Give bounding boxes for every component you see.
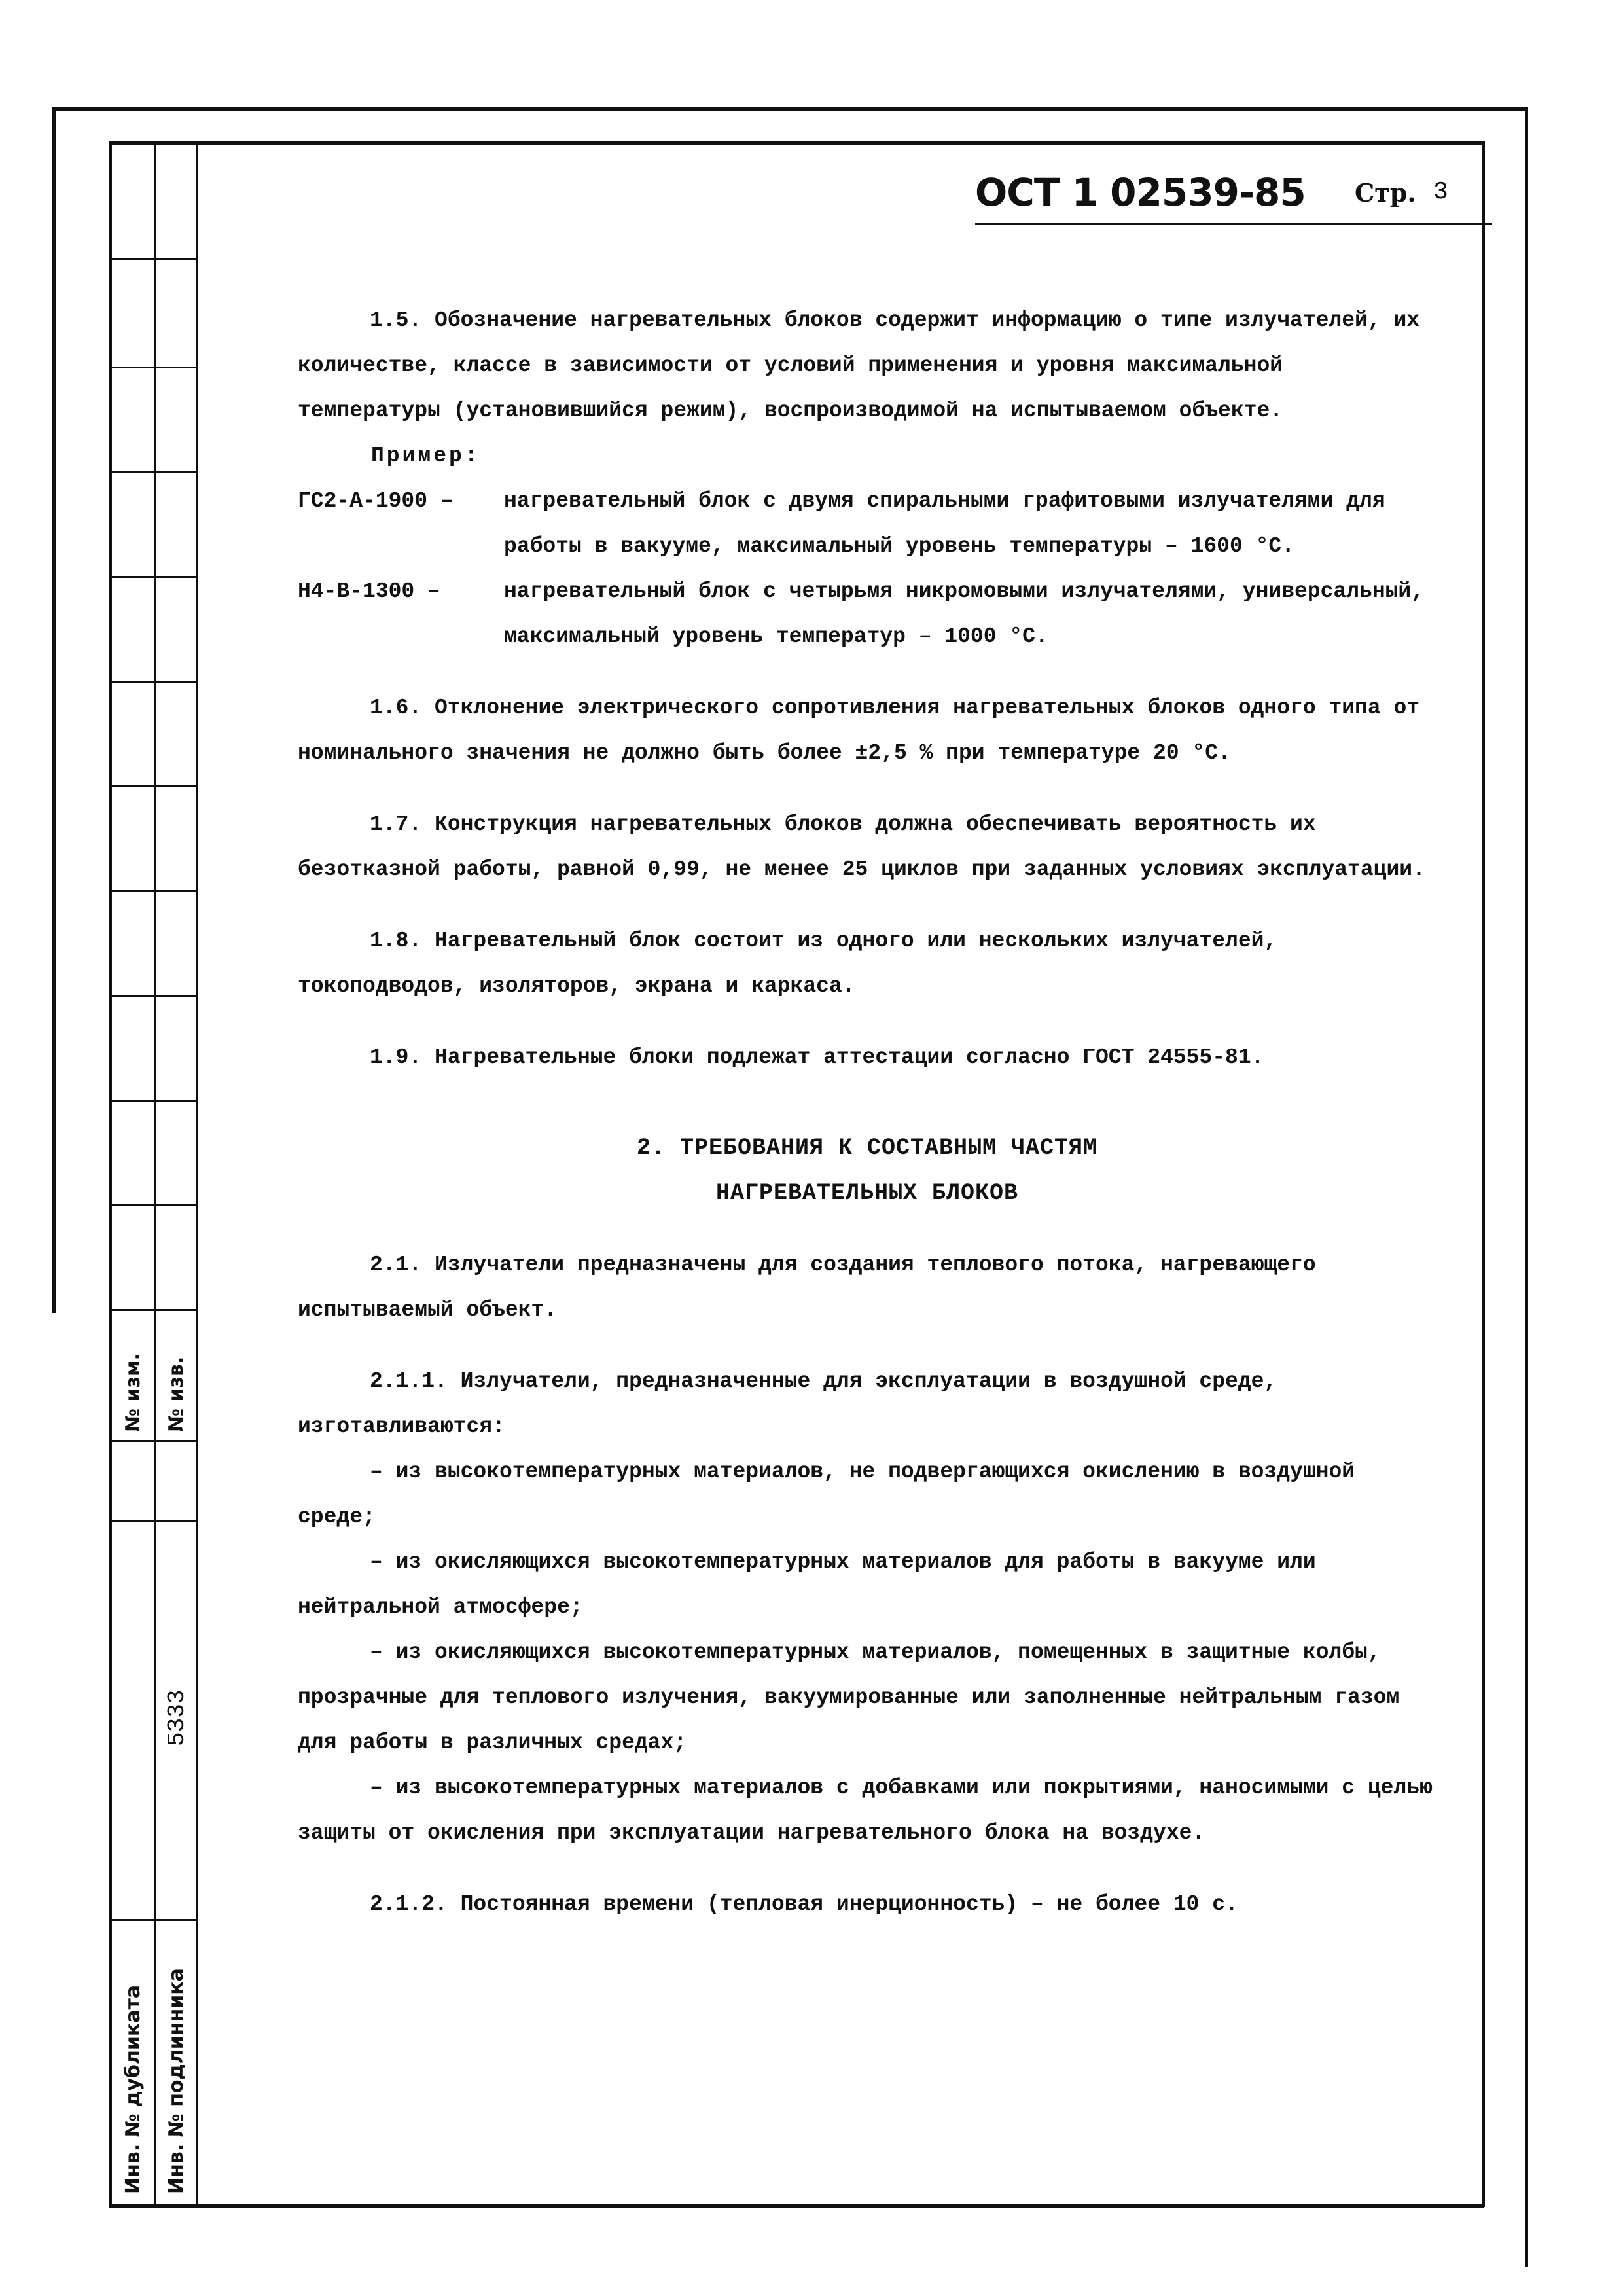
paragraph-1-9: 1.9. Нагревательные блоки подлежат аттестации согласно ГОСТ 24555-81.	[370, 1045, 1264, 1069]
paragraph-2-1: 2.1. Излучатели предназначены для создания теплового потока, нагревающего испытываемый объект.	[298, 1253, 1316, 1322]
page-label: Стр.	[1355, 178, 1416, 207]
list-item: – из окисляющихся высокотемпературных материалов для работы в вакууме или нейтральной атмосфере;	[298, 1550, 1316, 1619]
paragraph-2-1-2: 2.1.2. Постоянная времени (тепловая инерционность) – не более 10 с.	[370, 1892, 1238, 1916]
paragraph-2-1-1: 2.1.1. Излучатели, предназначенные для эксплуатации в воздушной среде, изготавливаются:	[298, 1369, 1277, 1439]
list-item: – из высокотемпературных материалов, не подвергающихся окислению в воздушной среде;	[298, 1460, 1355, 1529]
stamp-rule	[109, 1440, 198, 1442]
original-inventory-value: 5333	[164, 1689, 190, 1746]
example-title: Пример:	[371, 444, 480, 468]
duplicate-inventory-label: Инв. № дубликата	[122, 1984, 145, 2194]
stamp-rule	[109, 1204, 198, 1206]
stamp-column-divider	[196, 141, 198, 2207]
stamp-rule	[109, 258, 198, 260]
list-item: – из окисляющихся высокотемпературных материалов, помещенных в защитные колбы, прозрачные для теплового излучения, вакуумированные или заполненные нейтральным газом для работы в различных средах;	[298, 1640, 1400, 1755]
example-code: Н4-В-1300 –	[298, 579, 440, 603]
stamp-rule	[109, 1919, 198, 1921]
page-frame-left	[109, 141, 112, 2207]
page-number: 3	[1433, 178, 1448, 206]
document-code: ОСТ 1 02539-85	[975, 170, 1306, 215]
example-item	[298, 569, 1436, 659]
stamp-rule	[109, 890, 198, 892]
original-inventory-label: Инв. № подлинника	[165, 1968, 188, 2194]
paragraph-1-8: 1.8. Нагревательный блок состоит из одного или нескольких излучателей, токоподводов, изоляторов, экрана и каркаса.	[298, 929, 1277, 998]
stamp-column-divider	[154, 141, 156, 2207]
paragraph-1-7: 1.7. Конструкция нагревательных блоков должна обеспечивать вероятность их безотказной работы, равной 0,99, не менее 25 циклов при заданных условиях эксплуатации.	[298, 812, 1425, 882]
notice-number-label: № изв.	[165, 1356, 188, 1432]
example-code: ГС2-А-1900 –	[298, 489, 454, 513]
paragraph-1-6: 1.6. Отклонение электрического сопротивления нагревательных блоков одного типа от номинального значения не должно быть более ±2,5 % при температуре 20 °С.	[298, 696, 1420, 765]
stamp-rule	[109, 681, 198, 683]
example-description: нагревательный блок с четырьмя никромовыми излучателями, универсальный, максимальный уровень температур – 1000 °С.	[504, 579, 1425, 649]
outer-frame-left	[52, 107, 56, 1313]
example-description: нагревательный блок с двумя спиральными графитовыми излучателями для работы в вакууме, максимальный уровень температуры – 1600 °С.	[504, 489, 1385, 558]
stamp-rule	[109, 576, 198, 578]
outer-frame-top	[52, 107, 1527, 111]
paragraph-1-5: 1.5. Обозначение нагревательных блоков содержит информацию о типе излучателей, их количестве, классе в зависимости от условий применения и уровня максимальной температуры (установившийся режим), воспроизводимой на испытываемом объекте.	[298, 308, 1420, 423]
stamp-rule	[109, 995, 198, 997]
page-frame-bottom	[109, 2204, 1484, 2208]
change-number-label: № изм.	[122, 1353, 145, 1432]
stamp-rule	[109, 1309, 198, 1311]
stamp-rule	[109, 471, 198, 473]
list-item: – из высокотемпературных материалов с добавками или покрытиями, наносимыми с целью защиты от окисления при эксплуатации нагревательного блока на воздухе.	[298, 1776, 1433, 1845]
section-heading: 2. ТРЕБОВАНИЯ К СОСТАВНЫМ ЧАСТЯМ	[636, 1135, 1098, 1161]
page-frame-right	[1482, 141, 1485, 2207]
page-frame-top	[109, 141, 1484, 145]
stamp-rule	[109, 367, 198, 368]
stamp-rule	[109, 785, 198, 787]
example-item	[298, 478, 1436, 569]
document-body	[298, 298, 1436, 1927]
stamp-rule	[109, 1520, 198, 1522]
outer-frame-right	[1525, 107, 1528, 2267]
section-heading-line-2: НАГРЕВАТЕЛЬНЫХ БЛОКОВ	[715, 1180, 1019, 1206]
stamp-rule	[109, 1100, 198, 1102]
header-underline	[975, 223, 1492, 225]
page-header	[975, 170, 1492, 229]
